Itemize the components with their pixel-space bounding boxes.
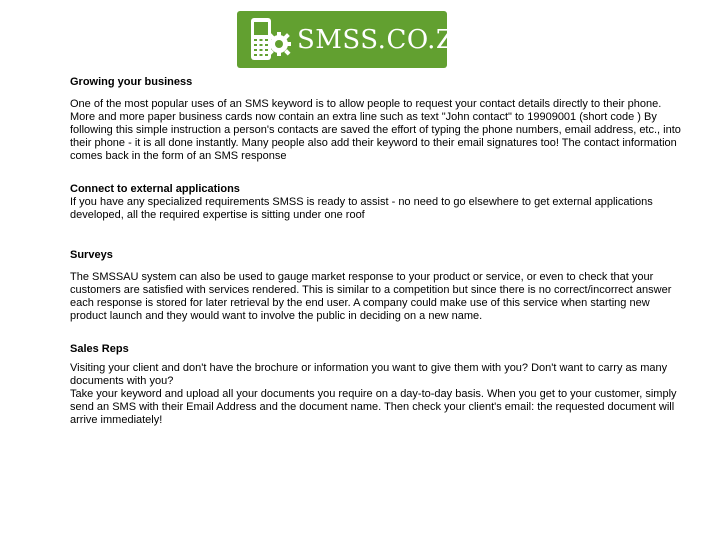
logo xyxy=(237,11,474,68)
section-paragraph: One of the most popular uses of an SMS keyword is to allow people to request your contact details directly to their phone. More and more paper business cards now contain an extra line such as text "John contact" to 19909001 (short code ) By following this simple instruction a person's contacts are saved the effort of typing the phone numbers, email address, etc., into their phone - it is all done instantly. Many people also add their keyword to their email signatures too! The contact information comes back in the form of an SMS response xyxy=(70,98,681,162)
section-title: Sales Reps xyxy=(70,343,129,355)
section-paragraph: Visiting your client and don't have the brochure or information you want to give them with you? Don't want to carry as many documents with you? xyxy=(70,362,668,387)
section-sales-reps xyxy=(70,343,682,427)
document-body xyxy=(70,76,682,427)
section-external-applications xyxy=(70,183,682,222)
section-growing-business xyxy=(70,76,682,163)
mobile-phone-gear-icon xyxy=(243,14,295,66)
section-title: Surveys xyxy=(70,249,113,261)
logo-text: SMSS.CO.ZA xyxy=(297,24,474,55)
section-paragraph: The SMSSAU system can also be used to gauge market response to your product or service, or even to check that your customers are satisfied with services rendered. This is similar to a competition but since there is no correct/incorrect answer each response is stored for later retrieval by the end user. A company could make use of this service when starting new product launch and they would want to involve the public in deciding on a new name. xyxy=(70,271,672,322)
section-paragraph: If you have any specialized requirements SMSS is ready to assist - no need to go elsewhere to get external applications developed, all the required expertise is sitting under one roof xyxy=(70,196,653,221)
section-paragraph: Take your keyword and upload all your documents you require on a day-to-day basis. When you get to your customer, simply send an SMS with their Email Address and the document name. Then check your client's email: the requested document will arrive immediately! xyxy=(70,388,677,426)
section-title: Growing your business xyxy=(70,76,193,88)
section-title: Connect to external applications xyxy=(70,183,240,195)
section-surveys xyxy=(70,249,682,323)
